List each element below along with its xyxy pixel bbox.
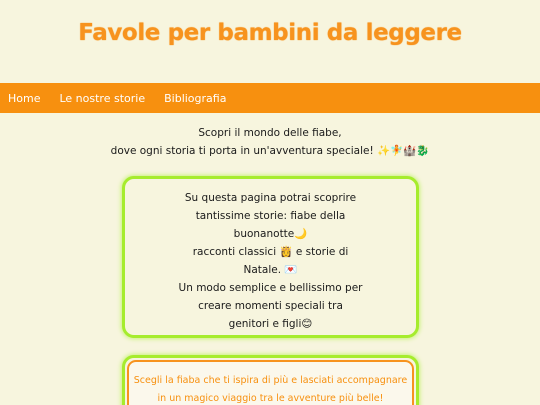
intro-text <box>0 124 540 160</box>
intro-line-1: Scopri il mondo delle fiabe, <box>198 127 342 139</box>
cta-line-1: Scegli la fiaba che ti ispira di più e lasciati accompagnare <box>133 375 408 386</box>
nav-home-link[interactable]: Home <box>8 91 41 105</box>
main-navbar <box>0 83 540 113</box>
site-title: Favole per bambini da leggere <box>78 20 462 46</box>
info-card-line: tantissime storie: fiabe della <box>195 210 346 222</box>
info-card-line: genitori e figli😊 <box>228 318 313 330</box>
cta-card-inner <box>127 360 414 405</box>
intro-line-2: dove ogni storia ti porta in un'avventura speciale! ✨🧚🏰🐉 <box>110 145 430 157</box>
info-card-line: racconti classici 👸 e storie di <box>192 246 349 258</box>
info-card-line: Un modo semplice e bellissimo per <box>178 282 363 294</box>
nav-bibliography-link[interactable]: Bibliografia <box>164 91 227 105</box>
info-card <box>122 176 419 338</box>
info-card-line: buonanotte🌙 <box>233 228 308 240</box>
cta-card <box>122 355 419 405</box>
info-card-line: Su questa pagina potrai scoprire <box>184 192 357 204</box>
info-card-line: creare momenti speciali tra <box>198 300 343 312</box>
nav-stories-link[interactable]: Le nostre storie <box>59 91 146 105</box>
info-card-line: Natale. 💌 <box>243 264 298 276</box>
cta-line-2: in un magico viaggio tra le avventure più belle! <box>157 393 384 404</box>
